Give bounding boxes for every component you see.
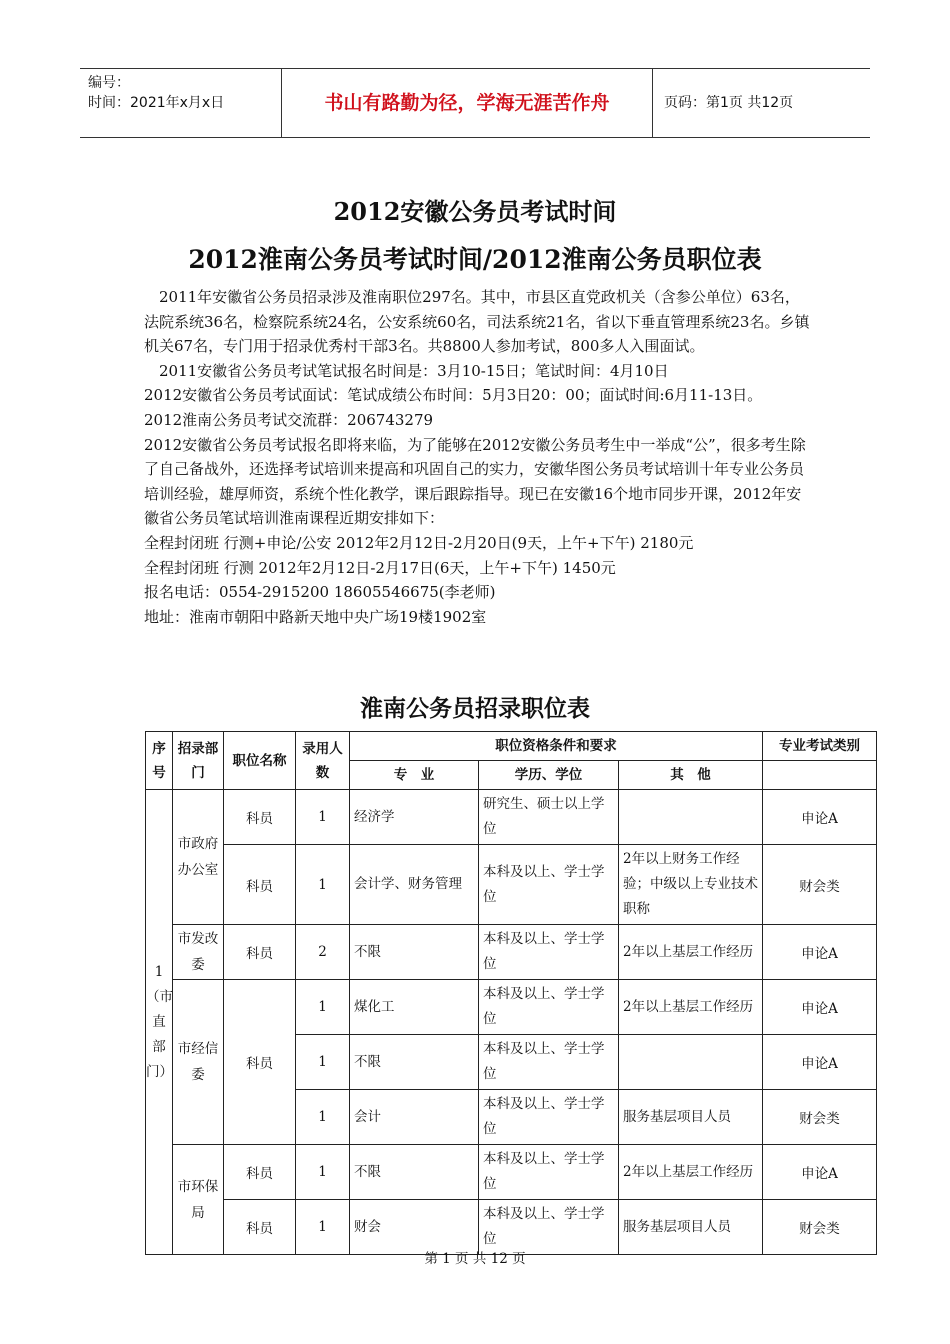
count-cell: 1 bbox=[296, 845, 350, 925]
exam-cell: 申论A bbox=[763, 980, 877, 1035]
exam-cell: 财会类 bbox=[763, 1200, 877, 1255]
other-cell bbox=[619, 790, 763, 845]
header-meta bbox=[80, 69, 281, 137]
degree-cell: 本科及以上、学士学位 bbox=[479, 1145, 619, 1200]
table-row bbox=[146, 925, 877, 980]
position-cell: 科员 bbox=[224, 790, 296, 845]
header-exam-type: 专业考试类别 bbox=[763, 732, 877, 761]
table-header-row bbox=[146, 732, 877, 761]
other-cell: 2年以上基层工作经历 bbox=[619, 1145, 763, 1200]
header-other: 其 他 bbox=[619, 761, 763, 790]
position-cell: 科员 bbox=[224, 1145, 296, 1200]
exam-cell: 财会类 bbox=[763, 1090, 877, 1145]
paragraph: 2011年安徽省公务员招录涉及淮南职位297名。其中，市县区直党政机关（含参公单位）63名，法院系统36名，检察院系统24名，公安系统60名，司法系统21名，省以下垂直管理系统23名。乡镇机关67名，专门用于招录优秀村干部3名。共8800人参加考试，800多人入围面试。 bbox=[144, 288, 810, 356]
document-subtitle: 2012淮南公务员考试时间/2012淮南公务员职位表 bbox=[188, 245, 762, 274]
paragraph: 全程封闭班 行测+申论/公安 2012年2月12日-2月20日(9天，上午+下午) 2180元 bbox=[144, 533, 694, 552]
other-cell: 2年以上财务工作经验；中级以上专业技术职称 bbox=[619, 845, 763, 925]
positions-table bbox=[145, 731, 877, 1255]
document-title: 2012安徽公务员考试时间 bbox=[333, 197, 617, 226]
header-requirements: 职位资格条件和要求 bbox=[350, 732, 763, 761]
exam-cell: 申论A bbox=[763, 925, 877, 980]
position-cell: 科员 bbox=[224, 925, 296, 980]
header-degree: 学历、学位 bbox=[479, 761, 619, 790]
header-position: 职位名称 bbox=[224, 732, 296, 790]
position-cell: 科员 bbox=[224, 980, 296, 1145]
exam-cell: 申论A bbox=[763, 1145, 877, 1200]
count-cell: 1 bbox=[296, 1145, 350, 1200]
other-cell: 2年以上基层工作经历 bbox=[619, 980, 763, 1035]
degree-cell: 本科及以上、学士学位 bbox=[479, 845, 619, 925]
position-cell: 科员 bbox=[224, 845, 296, 925]
header-count: 录用人数 bbox=[296, 732, 350, 790]
paragraph: 2011安徽省公务员考试笔试报名时间是：3月10-15日；笔试时间：4月10日 bbox=[144, 361, 669, 380]
major-cell: 会计学、财务管理 bbox=[350, 845, 479, 925]
exam-cell: 申论A bbox=[763, 1035, 877, 1090]
paragraph: 全程封闭班 行测 2012年2月12日-2月17日(6天，上午+下午) 1450元 bbox=[144, 558, 616, 577]
major-cell: 不限 bbox=[350, 1145, 479, 1200]
other-cell bbox=[619, 1035, 763, 1090]
dept-cell: 市经信委 bbox=[173, 980, 224, 1145]
time-label: 时间：2021年x月x日 bbox=[88, 95, 225, 111]
dept-cell: 市发改委 bbox=[173, 925, 224, 980]
header-dept: 招录部门 bbox=[173, 732, 224, 790]
header-motto: 书山有路勤为径，学海无涯苦作舟 bbox=[281, 69, 653, 137]
exam-cell: 财会类 bbox=[763, 845, 877, 925]
page-footer: 第 1 页 共 12 页 bbox=[424, 1251, 526, 1267]
table-title: 淮南公务员招录职位表 bbox=[360, 695, 590, 722]
degree-cell: 研究生、硕士以上学位 bbox=[479, 790, 619, 845]
header-seq: 序号 bbox=[146, 732, 173, 790]
count-cell: 1 bbox=[296, 1200, 350, 1255]
position-cell: 科员 bbox=[224, 1200, 296, 1255]
count-cell: 2 bbox=[296, 925, 350, 980]
number-label: 编号： bbox=[88, 75, 130, 91]
degree-cell: 本科及以上、学士学位 bbox=[479, 925, 619, 980]
paragraph: 地址：淮南市朝阳中路新天地中央广场19楼1902室 bbox=[144, 607, 487, 626]
count-cell: 1 bbox=[296, 790, 350, 845]
degree-cell: 本科及以上、学士学位 bbox=[479, 1090, 619, 1145]
table-row bbox=[146, 790, 877, 845]
paragraph: 2012淮南公务员考试交流群：206743279 bbox=[144, 410, 434, 429]
group-label: 1（市直部门） bbox=[146, 790, 173, 1255]
other-cell: 2年以上基层工作经历 bbox=[619, 925, 763, 980]
table-row bbox=[146, 1145, 877, 1200]
major-cell: 经济学 bbox=[350, 790, 479, 845]
other-cell: 服务基层项目人员 bbox=[619, 1200, 763, 1255]
major-cell: 财会 bbox=[350, 1200, 479, 1255]
degree-cell: 本科及以上、学士学位 bbox=[479, 980, 619, 1035]
paragraph: 2012安徽省公务员考试报名即将来临，为了能够在2012安徽公务员考生中一举成“公”，很多考生除了自己备战外，还选择考试培训来提高和巩固自己的实力，安徽华图公务员考试培训十年专业公务员培训经验，雄厚师资，系统个性化教学，课后跟踪指导。现已在安徽16个地市同步开课，2012年安徽省公务员笔试培训淮南课程近期安排如下： bbox=[144, 435, 806, 528]
paragraph: 报名电话：0554-2915200 18605546675(李老师) bbox=[144, 583, 496, 602]
table-row bbox=[146, 845, 877, 925]
body-text bbox=[144, 285, 812, 629]
major-cell: 会计 bbox=[350, 1090, 479, 1145]
major-cell: 不限 bbox=[350, 925, 479, 980]
table-row bbox=[146, 980, 877, 1035]
count-cell: 1 bbox=[296, 980, 350, 1035]
exam-cell: 申论A bbox=[763, 790, 877, 845]
header-page-code: 页码：第1页 共12页 bbox=[664, 95, 794, 111]
other-cell: 服务基层项目人员 bbox=[619, 1090, 763, 1145]
page-header bbox=[80, 68, 870, 138]
header-major: 专 业 bbox=[350, 761, 479, 790]
paragraph: 2012安徽省公务员考试面试：笔试成绩公布时间：5月3日20：00；面试时间:6月11-13日。 bbox=[144, 386, 763, 405]
degree-cell: 本科及以上、学士学位 bbox=[479, 1035, 619, 1090]
header-exam-blank bbox=[763, 761, 877, 790]
major-cell: 不限 bbox=[350, 1035, 479, 1090]
dept-cell: 市环保局 bbox=[173, 1145, 224, 1255]
degree-cell: 本科及以上、学士学位 bbox=[479, 1200, 619, 1255]
count-cell: 1 bbox=[296, 1090, 350, 1145]
dept-cell: 市政府办公室 bbox=[173, 790, 224, 925]
count-cell: 1 bbox=[296, 1035, 350, 1090]
major-cell: 煤化工 bbox=[350, 980, 479, 1035]
